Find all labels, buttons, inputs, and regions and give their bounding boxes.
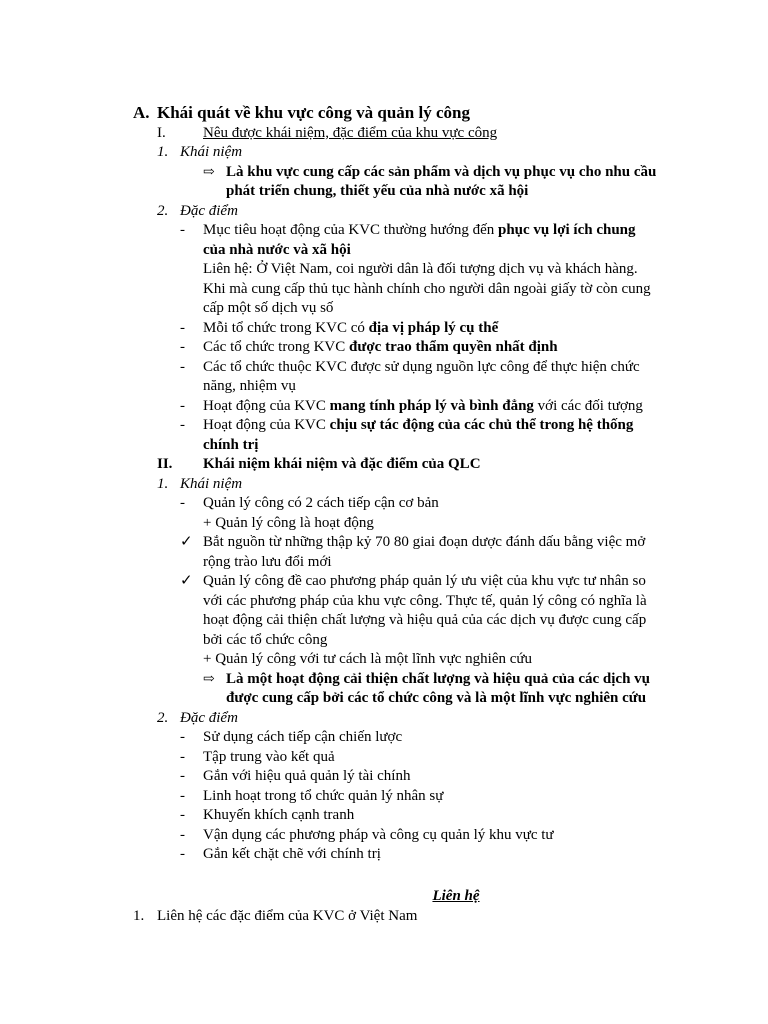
sec2-concept-definition-line1: Là một hoạt động cải thiện chất lượng và hiệu quả của các dịch vụ (226, 671, 651, 687)
dash-bullet: - (180, 729, 185, 745)
sec2-check-2-line3: hoạt động cải thiện chất lượng và hiệu quả của các dịch vụ được cung cấp (203, 612, 647, 628)
dash-bullet: - (180, 417, 185, 433)
sec1-feature-6-line2: chính trị (203, 437, 259, 453)
check-icon: ✓ (180, 534, 193, 550)
dash-bullet: - (180, 826, 185, 843)
sec2-features-marker: 2. (157, 710, 169, 726)
sec2-feature-item: Vận dụng các phương pháp và công cụ quản lý khu vực tư (203, 826, 554, 843)
sec1-concept-definition-line1: Là khu vực cung cấp các sản phẩm và dịch vụ phục vụ cho nhu cầu (226, 164, 657, 180)
section-2-title: Khái niệm khái niệm và đặc điểm của QLC (203, 456, 481, 472)
sec2-concept-marker: 1. (157, 476, 169, 492)
sec1-feature-2: Mỗi tổ chức trong KVC có địa vị pháp lý cụ thể (203, 320, 499, 336)
sec1-feature-5: Hoạt động của KVC mang tính pháp lý và bình đẳng với các đối tượng (203, 398, 643, 414)
sec2-feature-item: Gắn kết chặt chẽ với chính trị (203, 846, 381, 862)
sec2-feature-item: Linh hoạt trong tổ chức quản lý nhân sự (203, 787, 444, 804)
arrow-icon: ⇨ (203, 165, 215, 180)
sec1-feature-1-note-line3: cấp một số dịch vụ số (203, 300, 334, 316)
dash-bullet: - (180, 748, 185, 765)
heading-a-title: Khái quát về khu vực công và quản lý công (157, 103, 470, 122)
sec1-feature-4-line2: năng, nhiệm vụ (203, 378, 296, 394)
sec2-concept-approaches: Quản lý công có 2 cách tiếp cận cơ bản (203, 495, 439, 511)
section-1-marker: I. (157, 125, 166, 141)
dash-bullet: - (180, 222, 185, 238)
sec2-check-1-line2: rộng trào lưu đổi mới (203, 554, 332, 570)
sec1-features-marker: 2. (157, 203, 169, 219)
sec2-feature-item: Gắn với hiệu quả quản lý tài chính (203, 768, 411, 784)
sec2-check-2-line1: Quản lý công đề cao phương pháp quản lý ưu việt của khu vực tư nhân so (203, 573, 646, 589)
sec1-feature-6: Hoạt động của KVC chịu sự tác động của các chủ thể trong hệ thống (203, 417, 634, 433)
sec2-concept-approach-1: + Quản lý công là hoạt động (203, 515, 374, 531)
sec1-concept-marker: 1. (157, 144, 169, 160)
heading-a-marker: A. (133, 103, 150, 122)
sec1-concept-label: Khái niệm (180, 144, 243, 160)
dash-bullet: - (180, 398, 185, 414)
contact-item-1-text: Liên hệ các đặc điểm của KVC ở Việt Nam (157, 908, 418, 924)
sec1-feature-1: Mục tiêu hoạt động của KVC thường hướng đến phục vụ lợi ích chung (203, 222, 636, 238)
section-1-title: Nêu được khái niệm, đặc điểm của khu vực công (203, 125, 498, 141)
dash-bullet: - (180, 787, 185, 804)
sec2-check-1-line1: Bắt nguồn từ những thập kỷ 70 80 giai đoạn dược đánh dấu bằng việc mở (203, 534, 646, 550)
sec1-feature-1-line2: của nhà nước và xã hội (203, 242, 351, 258)
sec1-feature-1-note-line2: Khi mà cung cấp thủ tục hành chính cho người dân ngoài giấy tờ còn cung (203, 281, 651, 297)
sec2-features-label: Đặc điểm (180, 710, 238, 726)
dash-bullet: - (180, 320, 185, 336)
dash-bullet: - (180, 807, 185, 823)
section-2-marker: II. (157, 456, 173, 472)
contact-title: Liên hệ (432, 888, 480, 904)
dash-bullet: - (180, 768, 185, 784)
sec1-feature-3: Các tổ chức trong KVC được trao thẩm quyền nhất định (203, 339, 558, 355)
dash-bullet: - (180, 339, 185, 355)
sec1-feature-4-line1: Các tổ chức thuộc KVC được sử dụng nguồn lực công để thực hiện chức (203, 359, 640, 375)
dash-bullet: - (180, 359, 185, 375)
sec1-feature-1-note-line1: Liên hệ: Ở Việt Nam, coi người dân là đối tượng dịch vụ và khách hàng. (203, 261, 638, 277)
sec2-feature-item: Tập trung vào kết quả (203, 748, 335, 765)
sec2-check-2-line2: với các phương pháp của khu vực công. Thực tế, quản lý công có nghĩa là (203, 593, 647, 609)
dash-bullet: - (180, 846, 185, 862)
sec2-concept-label: Khái niệm (180, 476, 243, 492)
sec2-concept-approach-2: + Quản lý công với tư cách là một lĩnh vực nghiên cứu (203, 651, 533, 667)
sec1-concept-definition-line2: phát triển chung, thiết yếu của nhà nước xã hội (226, 183, 529, 199)
contact-item-1-marker: 1. (133, 908, 145, 924)
sec2-check-2-line4: bởi các tổ chức công (203, 632, 328, 648)
check-icon: ✓ (180, 573, 193, 589)
sec2-feature-item: Khuyến khích cạnh tranh (203, 807, 355, 823)
dash-bullet: - (180, 495, 185, 511)
sec2-concept-definition-line2: được cung cấp bởi các tổ chức công và là một lĩnh vực nghiên cứu (226, 690, 647, 706)
sec2-feature-item: Sử dụng cách tiếp cận chiến lược (203, 729, 403, 745)
arrow-icon: ⇨ (203, 672, 215, 687)
sec1-features-label: Đặc điểm (180, 203, 238, 219)
